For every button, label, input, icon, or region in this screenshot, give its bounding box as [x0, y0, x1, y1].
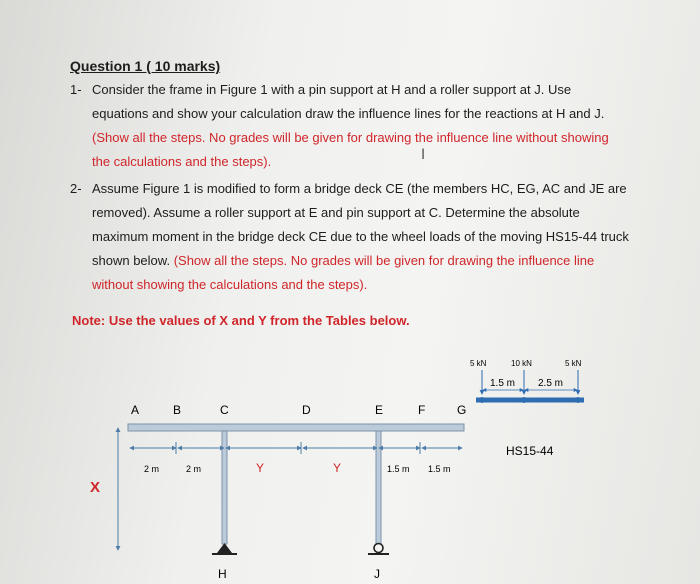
node-label-b: B	[173, 403, 182, 417]
truck-spacing-2: 2.5 m	[538, 378, 564, 389]
support-label-h: H	[218, 567, 227, 581]
truck-load-1: 5 kN	[470, 359, 487, 368]
truck-name: HS15-44	[506, 444, 554, 458]
text-cursor-icon: I	[421, 147, 426, 163]
node-label-d: D	[302, 403, 311, 417]
dim-de: Y	[333, 461, 342, 475]
note-text: Note: Use the values of X and Y from the Tables below.	[72, 313, 410, 328]
horizontal-dimensions	[130, 442, 462, 454]
truck-spacing-1: 1.5 m	[490, 378, 516, 389]
node-label-c: C	[220, 403, 229, 417]
dim-bc: 2 m	[186, 464, 202, 474]
dim-ab: 2 m	[144, 464, 160, 474]
truck-load-2: 10 kN	[511, 359, 532, 368]
truck-load-3: 5 kN	[565, 359, 582, 368]
node-label-e: E	[375, 403, 384, 417]
node-label-a: A	[131, 403, 140, 417]
deck-beam	[128, 424, 464, 431]
question-1-text: Consider the frame in Figure 1 with a pin support at H and a roller support at J. Use equations and show your calculation draw the influence lines for the reactions at H and J.	[92, 82, 605, 121]
support-label-j: J	[374, 567, 380, 581]
question-heading: Question 1 ( 10 marks)	[70, 58, 221, 74]
dim-fg: 1.5 m	[428, 464, 451, 474]
question-1-number: 1-	[70, 82, 82, 97]
question-1-instruction: (Show all the steps. No grades will be given for drawing the influence line without showing the calculations and the steps).	[92, 130, 609, 169]
node-label-g: G	[457, 403, 467, 417]
roller-support-j	[368, 544, 389, 555]
question-2-text: Assume Figure 1 is modified to form a bridge deck CE (the members HC, EG, AC and JE are removed). Assume a roller support at E and pin support at C. Determine the absolute maximum moment in the bridge deck CE due to the wheel loads of the moving HS15-44 truck shown below.	[92, 181, 629, 268]
dim-ef: 1.5 m	[387, 464, 410, 474]
dim-cd: Y	[256, 461, 265, 475]
question-2-number: 2-	[70, 181, 82, 196]
pin-support-h	[212, 543, 237, 554]
question-2-instruction: (Show all the steps. No grades will be given for drawing the influence line without showing the calculations and the steps).	[92, 253, 595, 292]
height-label-x: X	[90, 479, 101, 496]
node-label-f: F	[418, 403, 426, 417]
